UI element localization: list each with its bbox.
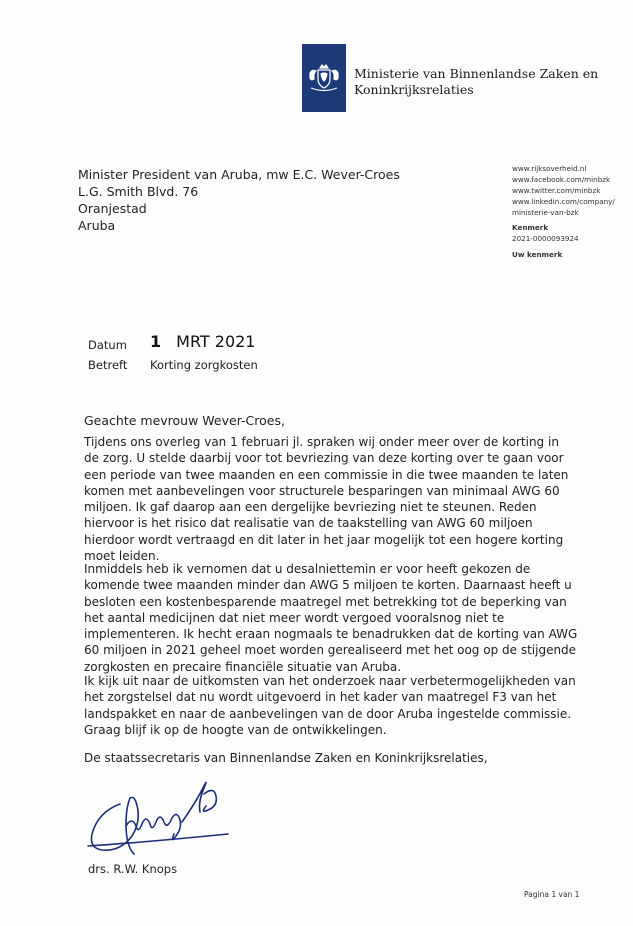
ministry-name (354, 66, 598, 98)
paragraph-line: het zorgstelsel dat nu wordt uitgevoerd in het kader van maatregel F3 van het (84, 690, 557, 705)
ministry-name-line: Ministerie van Binnenlandse Zaken en (354, 66, 599, 81)
twitter-link[interactable]: www.twitter.com/minbzk (512, 186, 601, 195)
addressee-line: Aruba (78, 218, 116, 233)
kenmerk-value: 2021-0000093924 (512, 234, 579, 243)
paragraph-line: Tijdens ons overleg van 1 februari jl. spraken wij onder meer over de korting in (84, 435, 559, 449)
paragraph-line: miljoen. Ik gaf daarop aan een dergelijke bevriezing niet te steunen. Reden (84, 500, 537, 515)
body-paragraph (84, 434, 569, 564)
crowned-lion-coat-of-arms-icon (307, 64, 341, 92)
addressee-line: Minister President van Aruba, mw E.C. Wever-Croes (78, 167, 400, 182)
paragraph-line: landspakket en naar de aanbevelingen van de door Aruba ingestelde commissie. (84, 706, 572, 721)
addressee-line: Oranjestad (78, 201, 147, 216)
signer-name: drs. R.W. Knops (88, 862, 178, 876)
paragraph-line: het aantal medicijnen dat niet meer wordt vergoed vooralsnog niet te (84, 610, 505, 625)
closing-line: De staatssecretaris van Binnenlandse Zaken en Koninkrijksrelaties, (84, 751, 488, 765)
addressee-block (78, 166, 400, 234)
page-number: Pagina 1 van 1 (524, 890, 580, 899)
paragraph-line: besloten een kostenbesparende maatregel met betrekking tot de beperking van (84, 594, 567, 609)
website-link[interactable]: www.rijksoverheid.nl (512, 164, 587, 173)
paragraph-line: hierdoor wordt vertraagd en dit later in het jaar mogelijk tot een hogere korting (84, 532, 564, 547)
linkedin-link-continued[interactable]: ministerie-van-bzk (512, 208, 579, 217)
paragraph-line: hiervoor is het risico dat realisatie van de taakstelling van AWG 60 miljoen (84, 516, 533, 531)
paragraph-line: implementeren. Ik hecht eraan nogmaals te benadrukken dat de korting van AWG (84, 627, 578, 642)
paragraph-line: komen met aanbevelingen voor structurele besparingen van minimaal AWG 60 (84, 483, 560, 498)
linkedin-link[interactable]: www.linkedin.com/company/ (512, 197, 615, 206)
date-stamp-day: 1 (150, 332, 163, 351)
body-paragraph (84, 673, 576, 738)
paragraph-line: komende twee maanden minder dan AWG 5 miljoen te korten. Daarnaast heeft u (84, 578, 572, 593)
handwritten-signature (86, 764, 256, 860)
facebook-link[interactable]: www.facebook.com/minbzk (512, 175, 611, 184)
sender-sidebar (512, 163, 615, 260)
betreft-value: Korting zorgkosten (150, 358, 258, 372)
ministry-logo-bar (302, 44, 346, 112)
date-stamp-month-year: MRT 2021 (176, 332, 256, 351)
betreft-label: Betreft (88, 358, 128, 372)
salutation: Geachte mevrouw Wever-Croes, (84, 413, 285, 428)
paragraph-line: Ik kijk uit naar de uitkomsten van het onderzoek naar verbetermogelijkheden van (84, 674, 576, 688)
paragraph-line: Inmiddels heb ik vernomen dat u desalniettemin er voor heeft gekozen de (84, 562, 531, 576)
body-paragraph (84, 561, 578, 675)
addressee-line: L.G. Smith Blvd. 76 (78, 184, 199, 199)
uw-kenmerk-label: Uw kenmerk (512, 250, 563, 259)
paragraph-line: een periode van twee maanden en een commissie in die twee maanden te laten (84, 467, 569, 482)
paragraph-line: de zorg. U stelde daarbij voor tot bevriezing van deze korting over te gaan voor (84, 451, 564, 466)
paragraph-line: 60 miljoen in 2021 geheel moet worden gerealiseerd met het oog op de stijgende (84, 643, 577, 658)
paragraph-line: zorgkosten en precaire financiële situatie van Aruba. (84, 659, 402, 674)
paragraph-line: Graag blijf ik op de hoogte van de ontwikkelingen. (84, 722, 387, 737)
kenmerk-label: Kenmerk (512, 223, 549, 232)
date-stamp (150, 332, 255, 351)
paragraph-line: moet leiden. (84, 549, 160, 564)
ministry-name-line: Koninkrijksrelaties (354, 82, 474, 97)
datum-label: Datum (88, 338, 127, 352)
